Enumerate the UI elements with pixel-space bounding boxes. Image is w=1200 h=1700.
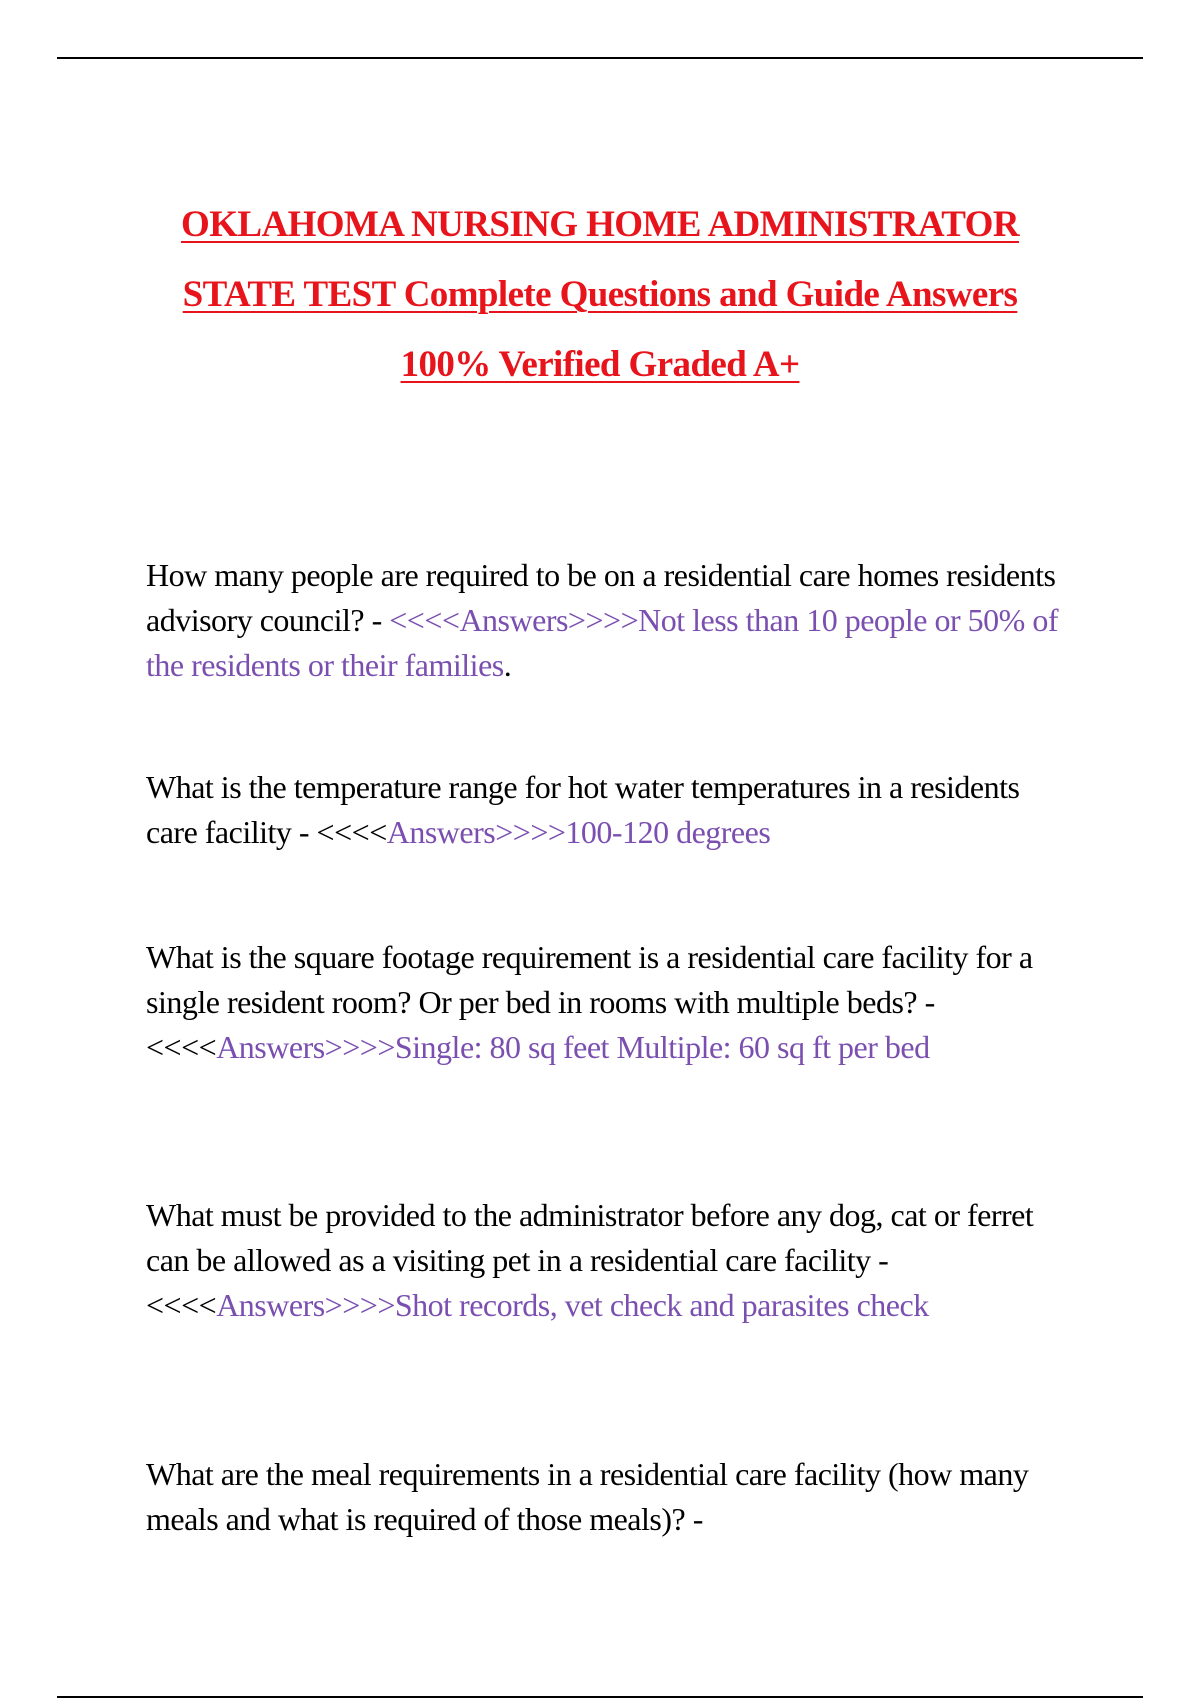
separator: - <box>685 1501 703 1537</box>
qa-item-2 <box>146 765 1066 855</box>
qa-item-1 <box>146 553 1066 688</box>
separator: - <box>917 984 935 1020</box>
answer-marker: Answers>>>> <box>216 1029 395 1065</box>
answer-text: Shot records, vet check and parasites check <box>394 1287 929 1323</box>
title-line-2: STATE TEST Complete Questions and Guide Answers <box>182 274 1018 315</box>
answer-marker: Answers>>>> <box>459 602 639 638</box>
qa-item-5 <box>146 1452 1066 1542</box>
answer-text: Single: 80 sq feet Multiple: 60 sq ft per bed <box>394 1029 930 1065</box>
question-text: What is the square footage requirement is a residential care facility for a single resident room? Or per bed in rooms with multiple beds? <box>146 939 1033 1020</box>
answer-marker-open: <<<< <box>146 1029 217 1065</box>
bottom-rule <box>57 1696 1143 1698</box>
question-text: What are the meal requirements in a residential care facility (how many meals and what is required of those meals)? <box>146 1456 1029 1537</box>
answer-marker: Answers>>>> <box>216 1287 395 1323</box>
qa-item-3 <box>146 935 1066 1070</box>
question-text: What is the temperature range for hot water temperatures in a residents care facility <box>146 769 1020 850</box>
answer-text: 100-120 degrees <box>565 814 771 850</box>
question-text: How many people are required to be on a residential care homes residents advisory council? <box>146 557 1056 638</box>
answer-marker-open: <<<< <box>316 814 387 850</box>
top-rule <box>57 57 1143 59</box>
document-title <box>130 190 1070 400</box>
answer-trailing: . <box>503 647 512 683</box>
separator: - <box>870 1242 889 1278</box>
answer-marker-open: <<<< <box>389 602 460 638</box>
answer-marker: Answers>>>> <box>386 814 566 850</box>
separator: - <box>364 602 390 638</box>
qa-item-4 <box>146 1193 1066 1328</box>
separator: - <box>291 814 317 850</box>
title-line-3: 100% Verified Graded A+ <box>400 344 800 385</box>
answer-marker-open: <<<< <box>146 1287 217 1323</box>
answer-text: Not less than 10 people or 50% of the residents or their families <box>146 602 1058 683</box>
question-text: What must be provided to the administrator before any dog, cat or ferret can be allowed as a visiting pet in a residential care facility <box>146 1197 1034 1278</box>
title-line-1: OKLAHOMA NURSING HOME ADMINISTRATOR <box>181 204 1019 245</box>
